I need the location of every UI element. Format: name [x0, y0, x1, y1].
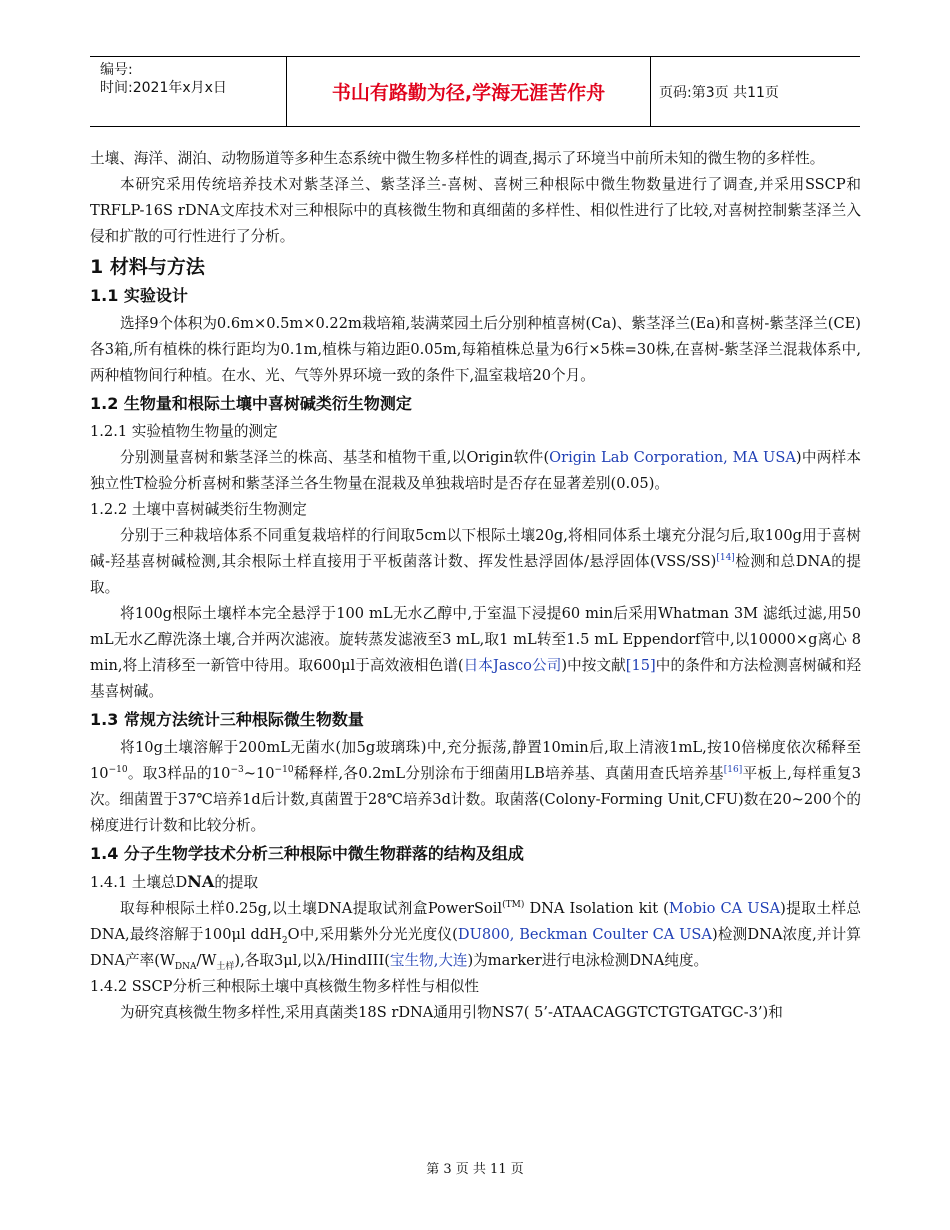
paragraph-1-4-2: 为研究真核微生物多样性,采用真菌类18S rDNA通用引物NS7( 5’-ATAACAGGTCTGTGATGC-3’)和	[120, 1004, 783, 1021]
header-page-info: 页码:第3页 共11页	[659, 84, 779, 101]
paragraph-1-1: 选择9个体积为0.6m×0.5m×0.22m栽培箱,装满菜园土后分别种植喜树(Ca)、紫茎泽兰(Ea)和喜树-紫茎泽兰(CE)各3箱,所有植株的株行距均为0.1m,植株与箱边距0.05m,每箱植株总量为6行×5株=30株,在喜树-紫茎泽兰混栽体系中,两种植物间行种植。在水、光、气等外界环境一致的条件下,温室栽培20个月。	[90, 315, 861, 384]
section-heading-1-2: 1.2 生物量和根际土壤中喜树碱类衍生物测定	[90, 394, 412, 413]
text-span: 分别于三种栽培体系不同重复栽培样的行间取5cm以下根际土壤20g,将相同体系土壤充分混匀后,取100g用于喜树碱-羟基喜树碱检测,其余根际土样直接用于平板菌落计数、挥发性悬浮固体/悬浮固体(VSS/SS)	[90, 527, 861, 570]
paragraph-1-2-1	[90, 445, 861, 497]
origin-lab-link[interactable]: Origin Lab Corporation, MA USA	[549, 449, 796, 466]
text-span: 平板上,每样重复3次。细菌置于37℃培养1d后计数,真菌置于28℃培养3d计数。取菌落(Colony-Forming Unit,CFU)数在20~200个的梯度进行计数和比较分析。	[90, 765, 861, 834]
text-span: DNA Isolation kit (	[524, 900, 669, 917]
superscript: −10	[274, 765, 294, 776]
paragraph-study: 本研究采用传统培养技术对紫茎泽兰、紫茎泽兰-喜树、喜树三种根际中微生物数量进行了调查,并采用SSCP和TRFLP-16S rDNA文库技术对三种根际中的真核微生物和真细菌的多样性、相似性进行了比较,对喜树控制紫茎泽兰入侵和扩散的可行性进行了分析。	[90, 176, 861, 245]
subscript: 土样	[216, 961, 235, 972]
text-span-bold: NA	[187, 872, 215, 891]
text-span: /W	[196, 952, 217, 969]
subsection-heading-1-2-1: 1.2.1 实验植物生物量的测定	[90, 423, 278, 440]
section-heading-1-3: 1.3 常规方法统计三种根际微生物数量	[90, 710, 364, 729]
text-span: 1.4.1 土壤总D	[90, 874, 188, 891]
text-span: )提取土样总DNA,最终溶解于100μl ddH	[90, 900, 861, 943]
text-span: O中,采用紫外分光光度仪(	[287, 926, 458, 943]
header-meta	[100, 61, 227, 97]
header-divider-2	[650, 57, 651, 126]
subsection-heading-1-4-2: 1.4.2 SSCP分析三种根际土壤中真核微生物多样性与相似性	[90, 978, 479, 995]
citation-15[interactable]: [15]	[625, 657, 656, 674]
text-span: 的提取	[214, 874, 259, 891]
text-span: ~10	[243, 765, 275, 782]
text-span: )中两样本独立性T检验分析喜树和紫茎泽兰各生物量在混栽及单独栽培时是否存在显著差别(0.05)。	[90, 449, 861, 492]
text-span: )为marker进行电泳检测DNA纯度。	[467, 952, 709, 969]
text-span: 检测和总DNA的提取。	[90, 553, 861, 596]
paragraph-1-2-2-a	[90, 523, 861, 601]
text-span: 将100g根际土壤样本完全悬浮于100 mL无水乙醇中,于室温下浸提60 min后采用Whatman 3M 滤纸过滤,用50 mL无水乙醇洗涤土壤,合并两次滤液。旋转蒸发滤液至3 mL,取1 mL转至1.5 mL Eppendorf管中,以10000×g离心 8 min,将上清移至一新管中待用。取600μl于高效液相色谱(	[90, 605, 861, 674]
section-heading-1-4: 1.4 分子生物学技术分析三种根际中微生物群落的结构及组成	[90, 844, 524, 863]
jasco-link[interactable]: 日本Jasco公司	[463, 657, 562, 674]
text-span: )中按文献	[561, 657, 626, 674]
text-span: 稀释样,各0.2mL分别涂布于细菌用LB培养基、真菌用查氏培养基	[293, 765, 724, 782]
subsection-heading-1-2-2: 1.2.2 土壤中喜树碱类衍生物测定	[90, 501, 307, 518]
document-body	[90, 146, 861, 1026]
header-code-label: 编号:	[100, 62, 133, 78]
paragraph-1-2-2-b	[90, 601, 861, 705]
header-time-label: 时间:2021年x月x日	[100, 80, 227, 96]
text-span: 中的条件和方法检测喜树碱和羟基喜树碱。	[90, 657, 861, 700]
paragraph-1-4-1	[90, 896, 861, 974]
section-heading-1: 1 材料与方法	[90, 256, 205, 278]
trademark-superscript: (TM)	[502, 900, 525, 911]
citation-16[interactable]: [16]	[723, 765, 743, 776]
paragraph-intro: 土壤、海洋、湖泊、动物肠道等多种生态系统中微生物多样性的调查,揭示了环境当中前所未知的微生物的多样性。	[90, 150, 825, 167]
text-span: 将10g土壤溶解于200mL无菌水(加5g玻璃珠)中,充分振荡,静置10min后,取上清液1mL,按10倍梯度依次稀释至10	[90, 739, 861, 782]
text-span: ),各取3μl,以λ/HindIII(	[234, 952, 390, 969]
text-span: )检测DNA浓度,并计算DNA产率(W	[90, 926, 862, 969]
citation-14[interactable]: [14]	[716, 553, 735, 564]
text-span: 。取3样品的10	[127, 765, 231, 782]
takara-link[interactable]: 宝生物,大连	[389, 952, 468, 969]
subsection-heading-1-4-1	[90, 869, 861, 896]
section-heading-1-1: 1.1 实验设计	[90, 286, 188, 305]
subscript: DNA	[174, 961, 197, 972]
superscript: −3	[230, 765, 244, 776]
document-header	[90, 56, 860, 127]
page-footer: 第 3 页 共 11 页	[426, 1162, 524, 1177]
beckman-link[interactable]: DU800, Beckman Coulter CA USA	[457, 926, 712, 943]
superscript: −10	[108, 765, 128, 776]
text-span: 分别测量喜树和紫茎泽兰的株高、基茎和植物干重,以Origin软件(	[120, 449, 550, 466]
paragraph-1-3	[90, 735, 861, 839]
header-motto: 书山有路勤为径,学海无涯苦作舟	[331, 82, 606, 104]
text-span: 取每种根际土样0.25g,以土壤DNA提取试剂盒PowerSoil	[120, 900, 503, 917]
mobio-link[interactable]: Mobio CA USA	[668, 900, 781, 917]
subscript: 2	[281, 935, 288, 946]
